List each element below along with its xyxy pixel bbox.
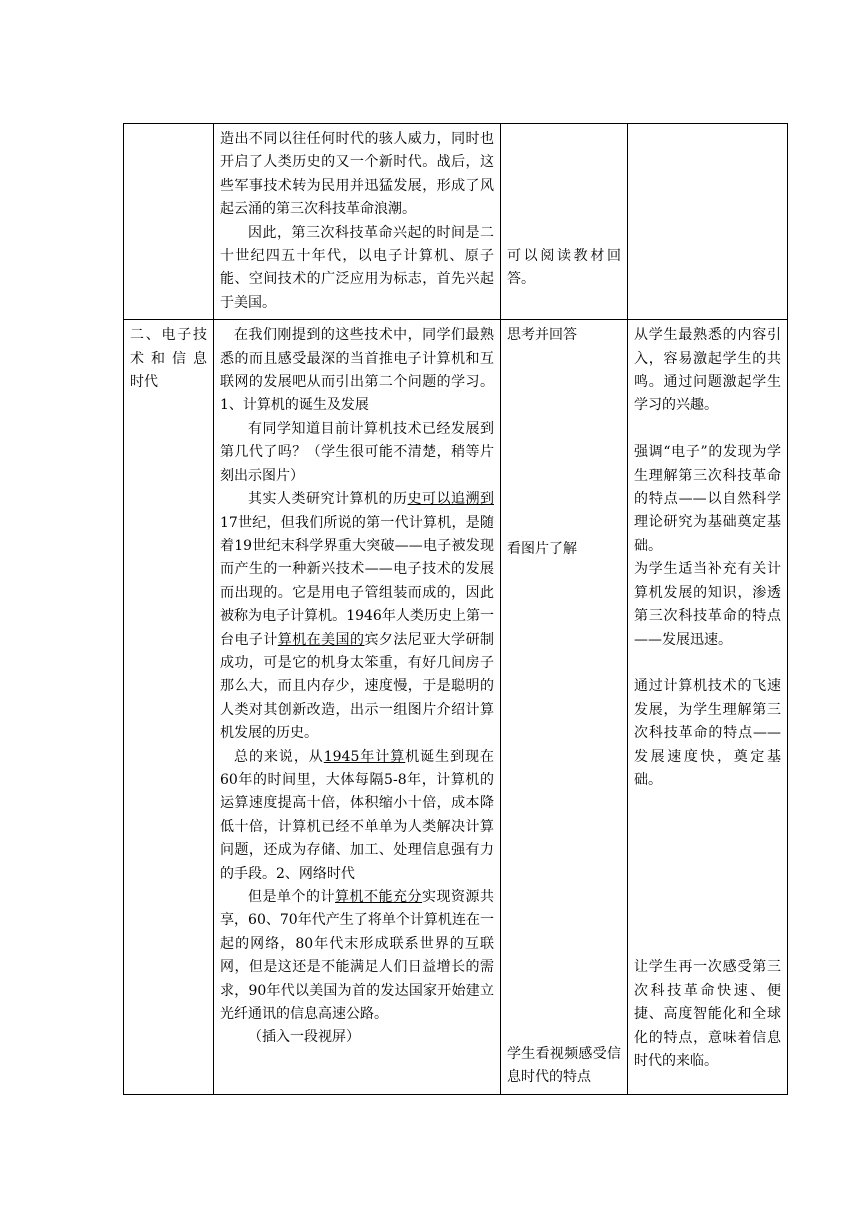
text-run: 实现资源共享，60、70年代产生了将单个计算机连在一起的网络，80年代末形成联系世界的互联网，但是这还是不能满足人们日益增长的需求，90年代以美国为首的发达国家开始建立光纤通讯的信息高速公路。 <box>220 889 494 1023</box>
table-row <box>124 320 788 1095</box>
paragraph: 在我们刚提到的这些技术中，同学们最熟悉的而且感受最深的当首推电子计算机和互联网的发展吧从而引出第二个问题的学习。1、计算机的诞生及发展 <box>220 327 494 414</box>
paragraph <box>220 488 494 745</box>
student-activity-text: 学生看视频感受信息时代的特点 <box>507 1046 621 1086</box>
underlined-text: 算机不能充分 <box>335 889 422 905</box>
design-intent-cell-empty <box>628 124 788 320</box>
design-intent-text: 为学生适当补充有关计算机发展的知识，渗透第三次科技革命的特点——发展迅速。 <box>634 561 781 648</box>
design-intent-cell <box>628 320 788 1095</box>
section-cell-empty <box>124 124 214 320</box>
section-title-line: 时代 <box>130 374 158 391</box>
student-activity-text: 思考并回答 <box>507 327 577 344</box>
paragraph: 有同学知道目前计算机技术已经发展到第几代了吗？（学生很可能不清楚，稍等片刻出示图片） <box>220 420 494 484</box>
design-intent-text: 强调“电子”的发现为学生理解第三次科技革命的特点——以自然科学理论研究为基础奠定基础。 <box>634 444 781 554</box>
student-activity-cell <box>501 124 628 320</box>
table-row <box>124 124 788 320</box>
design-intent-text: 从学生最熟悉的内容引入，容易激起学生的共鸣。通过问题激起学生学习的兴趣。 <box>634 327 781 414</box>
paragraph: （插入一段视屏） <box>248 1029 360 1046</box>
teacher-activity-cell <box>214 124 501 320</box>
student-activity-cell <box>501 320 628 1095</box>
underlined-text: 算机在美国的 <box>277 631 365 648</box>
student-activity-text: 看图片了解 <box>507 540 577 557</box>
paragraph <box>220 746 494 886</box>
student-activity-text: 可以阅读教材回答。 <box>507 248 621 288</box>
paragraph: 因此，第三次科技革命兴起的时间是二十世纪四五十年代，以电子计算机、原子能、空间技术的广泛应用为标志，首先兴起于美国。 <box>220 224 494 311</box>
teacher-activity-cell <box>214 320 501 1095</box>
underlined-text: 1945年计算 <box>323 748 406 765</box>
text-run: 宾夕法尼亚大学研制成功，可是它的机身太笨重，有好几间房子那么大，而且内存少，速度慢，于是聪明的人类对其创新改造，出示一组图片介绍计算机发展的历史。 <box>220 631 495 742</box>
section-title-cell <box>124 320 214 1095</box>
underlined-text: 史可以追溯到 <box>407 491 494 508</box>
section-title-line: 术和信息 <box>130 350 207 367</box>
paragraph: 造出不同以往任何时代的骇人威力，同时也开启了人类历史的又一个新时代。战后，这些军事技术转为民用并迅猛发展，形成了风起云涌的第三次科技革命浪潮。 <box>220 131 494 218</box>
paragraph <box>220 886 494 1026</box>
text-run: 机诞生到现在60年的时间里，大体每隔5-8年，计算机的运算速度提高十倍，体积缩小十倍，成本降低十倍，计算机已经不单单为人类解决计算问题，还成为存储、加工、处理信息强有力的手段。2、网络时代 <box>220 748 495 882</box>
lesson-plan-table <box>123 123 788 1095</box>
section-title-line: 二、电子技 <box>130 327 207 344</box>
design-intent-text: 让学生再一次感受第三次科技革命快速、便捷、高度智能化和全球化的特点，意味着信息时代的来临。 <box>634 959 781 1069</box>
text-run: 其实人类研究计算机的历 <box>248 491 408 508</box>
text-run: 总的来说，从 <box>234 748 324 765</box>
text-run: 但是单个的计 <box>248 889 335 905</box>
design-intent-text: 通过计算机技术的飞速发展，为学生理解第三次科技革命的特点——发展速度快，奠定基础。 <box>634 678 781 788</box>
text-run: 17世纪，但我们所说的第一代计算机，是随着19世纪末科学界重大突破——电子被发现而产生的一种新兴技术——电子技术的发展而出现的。它是用电子管组装而成的，因此被称为电子计算机。1946年人类历史上第一台电子计 <box>220 514 494 648</box>
